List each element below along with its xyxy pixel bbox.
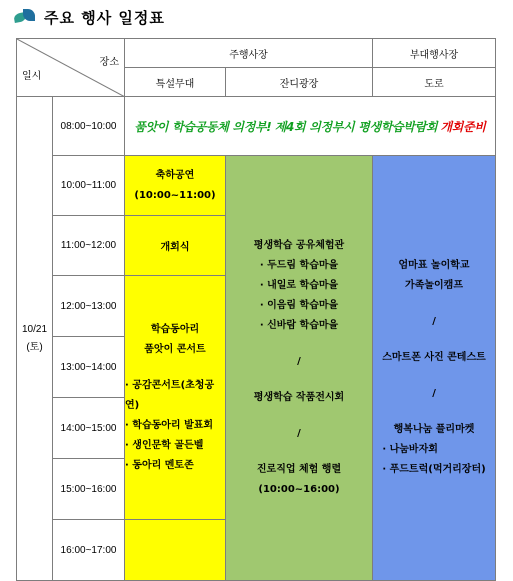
stage-empty-cell bbox=[125, 520, 226, 581]
time-slot: 10:00~11:00 bbox=[53, 156, 125, 216]
schedule-table bbox=[16, 38, 496, 581]
separator-slash: / bbox=[432, 388, 436, 399]
time-slot: 15:00~16:00 bbox=[53, 459, 125, 520]
job-experience-title: 진로직업 체험 행렬 bbox=[256, 464, 342, 475]
header-row-1 bbox=[17, 39, 496, 68]
concert-title-line1: 학습동아리 bbox=[150, 323, 200, 335]
concert-title-line2: 품앗이 콘서트 bbox=[144, 343, 206, 355]
time-slot: 14:00~15:00 bbox=[53, 398, 125, 459]
list-item: · 내일로 학습마을 bbox=[259, 280, 339, 291]
road-program-line2: 가족놀이캠프 bbox=[405, 280, 463, 291]
banner-prep: 개회준비 bbox=[440, 119, 486, 134]
time-slot: 12:00~13:00 bbox=[53, 276, 125, 337]
schedule-row bbox=[17, 97, 496, 156]
venue-lawn-header: 잔디광장 bbox=[226, 68, 373, 97]
job-experience-time: (10:00~16:00) bbox=[258, 484, 340, 495]
time-slot: 16:00~17:00 bbox=[53, 520, 125, 581]
opening-banner bbox=[125, 97, 496, 156]
road-program-line1: 엄마표 놀이학교 bbox=[398, 260, 470, 271]
opening-performance-time: (10:00~11:00) bbox=[134, 189, 216, 201]
list-item: · 학습동아리 발표회 bbox=[125, 419, 214, 431]
separator-slash: / bbox=[297, 428, 301, 439]
place-label: 장소 bbox=[99, 57, 119, 68]
date-label: 일시 bbox=[22, 71, 42, 82]
main-event-header: 주행사장 bbox=[125, 39, 373, 68]
list-item: · 공감콘서트(초청공연) bbox=[125, 379, 215, 411]
side-event-header: 부대행사장 bbox=[373, 39, 496, 68]
time-slot: 11:00~12:00 bbox=[53, 216, 125, 276]
time-slot: 13:00~14:00 bbox=[53, 337, 125, 398]
leaf-logo-icon bbox=[14, 8, 36, 26]
header-corner-cell bbox=[17, 39, 125, 97]
exhibit-title: 평생학습 작품전시회 bbox=[253, 392, 345, 403]
date-cell bbox=[17, 97, 53, 581]
time-slot: 08:00~10:00 bbox=[53, 97, 125, 156]
flea-market-title: 행복나눔 플리마켓 bbox=[393, 424, 475, 435]
opening-ceremony-cell: 개회식 bbox=[125, 216, 226, 276]
opening-performance-cell bbox=[125, 156, 226, 216]
banner-slogan: 품앗이 학습공동체 의정부! bbox=[134, 119, 272, 134]
page-title: 주요 행사 일정표 bbox=[44, 8, 165, 27]
lawn-program-title: 평생학습 공유체험관 bbox=[253, 240, 345, 251]
list-item: · 나눔바자회 bbox=[382, 444, 438, 455]
list-item: · 두드림 학습마을 bbox=[259, 260, 339, 271]
list-item: · 푸드트럭(먹거리장터) bbox=[382, 464, 486, 475]
schedule-row bbox=[17, 156, 496, 216]
banner-event-name: 제4회 의정부시 평생학습박람회 bbox=[274, 119, 438, 134]
list-item: · 이음림 학습마을 bbox=[259, 300, 339, 311]
separator-slash: / bbox=[297, 356, 301, 367]
list-item: · 동아리 멘토존 bbox=[125, 459, 194, 471]
venue-stage-header: 특설무대 bbox=[125, 68, 226, 97]
opening-performance-title: 축하공연 bbox=[155, 169, 195, 181]
list-item: · 신바람 학습마을 bbox=[259, 320, 339, 331]
lawn-program-cell bbox=[226, 156, 373, 581]
list-item: · 생인문학 골든벨 bbox=[125, 439, 204, 451]
photo-contest-title: 스마트폰 사진 콘테스트 bbox=[382, 352, 486, 363]
concert-cell bbox=[125, 276, 226, 520]
venue-road-header: 도로 bbox=[373, 68, 496, 97]
title-bar bbox=[14, 6, 165, 28]
road-program-cell bbox=[373, 156, 496, 581]
date-day: 10/21 bbox=[21, 323, 48, 335]
separator-slash: / bbox=[432, 316, 436, 327]
date-weekday: (토) bbox=[26, 341, 43, 353]
